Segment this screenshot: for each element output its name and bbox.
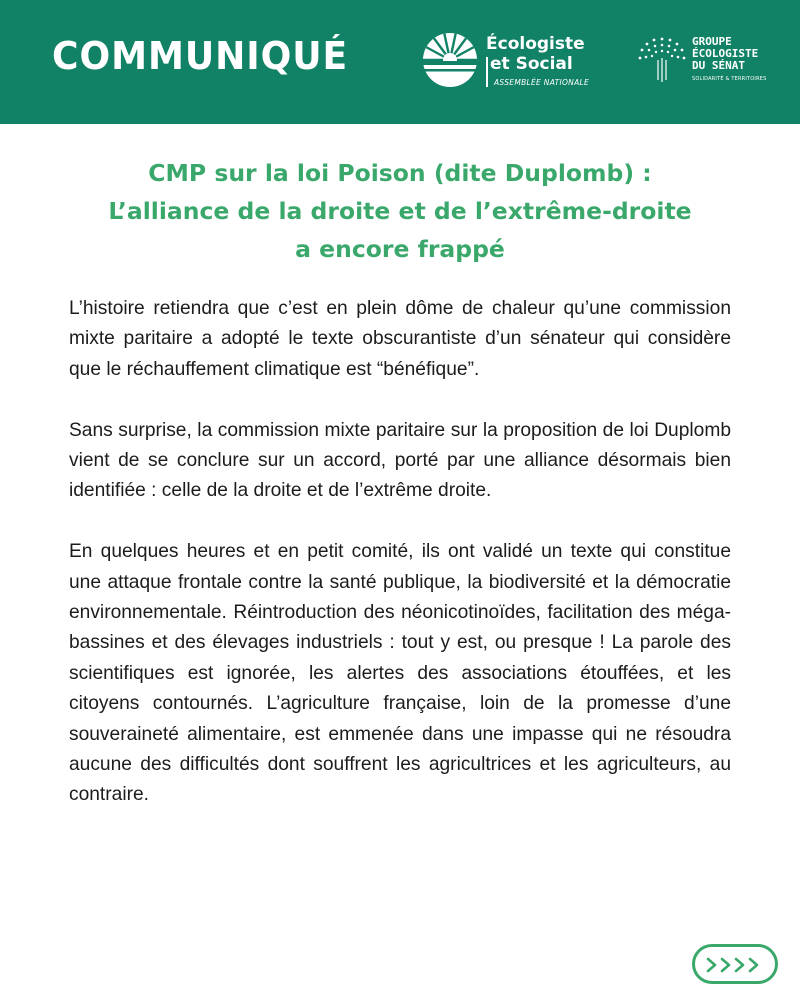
headline (60, 154, 740, 268)
headline-line-2: L’alliance de la droite et de l’extrême-droite (108, 197, 692, 225)
paragraph-2: Sans surprise, la commission mixte paritaire sur la proposition de loi Duplomb vient de se conclure sur un accord, porté par une alliance désormais bien identifiée : celle de la droite et de l’extrême droite. (69, 419, 731, 502)
groupe-line2: ÉCOLOGISTE (692, 47, 759, 60)
paragraph-1: L’histoire retiendra que c’est en plein dôme de chaleur qu’une commission mixte paritaire a adopté le texte obscurantiste d’un sénateur qui considère que le réchauffement climatique est “bénéfique”. (69, 298, 731, 380)
header-banner (0, 0, 800, 124)
groupe-ecologiste-senat-logo (636, 36, 766, 90)
next-page-button[interactable] (692, 944, 778, 984)
ecologiste-social-logo (420, 30, 610, 96)
page-title: COMMUNIQUÉ (52, 34, 349, 78)
logo-line-ecologiste: Écologiste (486, 34, 585, 54)
headline-line-3: a encore frappé (295, 235, 505, 263)
groupe-line1: GROUPE (692, 35, 732, 48)
groupe-line4: SOLIDARITÉ & TERRITOIRES (692, 76, 767, 82)
chevrons-right-icon (705, 956, 767, 974)
paragraph-3: En quelques heures et en petit comité, ils ont validé un texte qui constitue une attaque frontale contre la santé publique, la biodiversité et la démocratie environnementale. Réintroduction des néonicotinoïdes, facilitation des méga-bassines et des élevages industriels : tout y est, ou presque ! La parole des scientifiques est ignorée, les alertes des associations étouffées, et les citoyens contournés. L’agriculture française, loin de la promesse d’une souveraineté alimentaire, est emmenée dans une impasse qui ne résoudra aucune des difficultés dont souffrent les agricultrices et les agriculteurs, au contraire. (69, 541, 731, 806)
press-release-body (69, 294, 731, 841)
groupe-logo-text (692, 36, 758, 72)
groupe-line3: DU SÉNAT (692, 59, 745, 72)
logo-line-assemblee: ASSEMBLÉE NATIONALE (494, 78, 590, 87)
rising-sun-logo-icon (420, 30, 480, 90)
logo-divider (486, 57, 488, 87)
headline-line-1: CMP sur la loi Poison (dite Duplomb) : (148, 159, 652, 187)
hemicycle-logo-icon (636, 36, 688, 86)
logo-line-et-social: et Social (490, 54, 573, 74)
